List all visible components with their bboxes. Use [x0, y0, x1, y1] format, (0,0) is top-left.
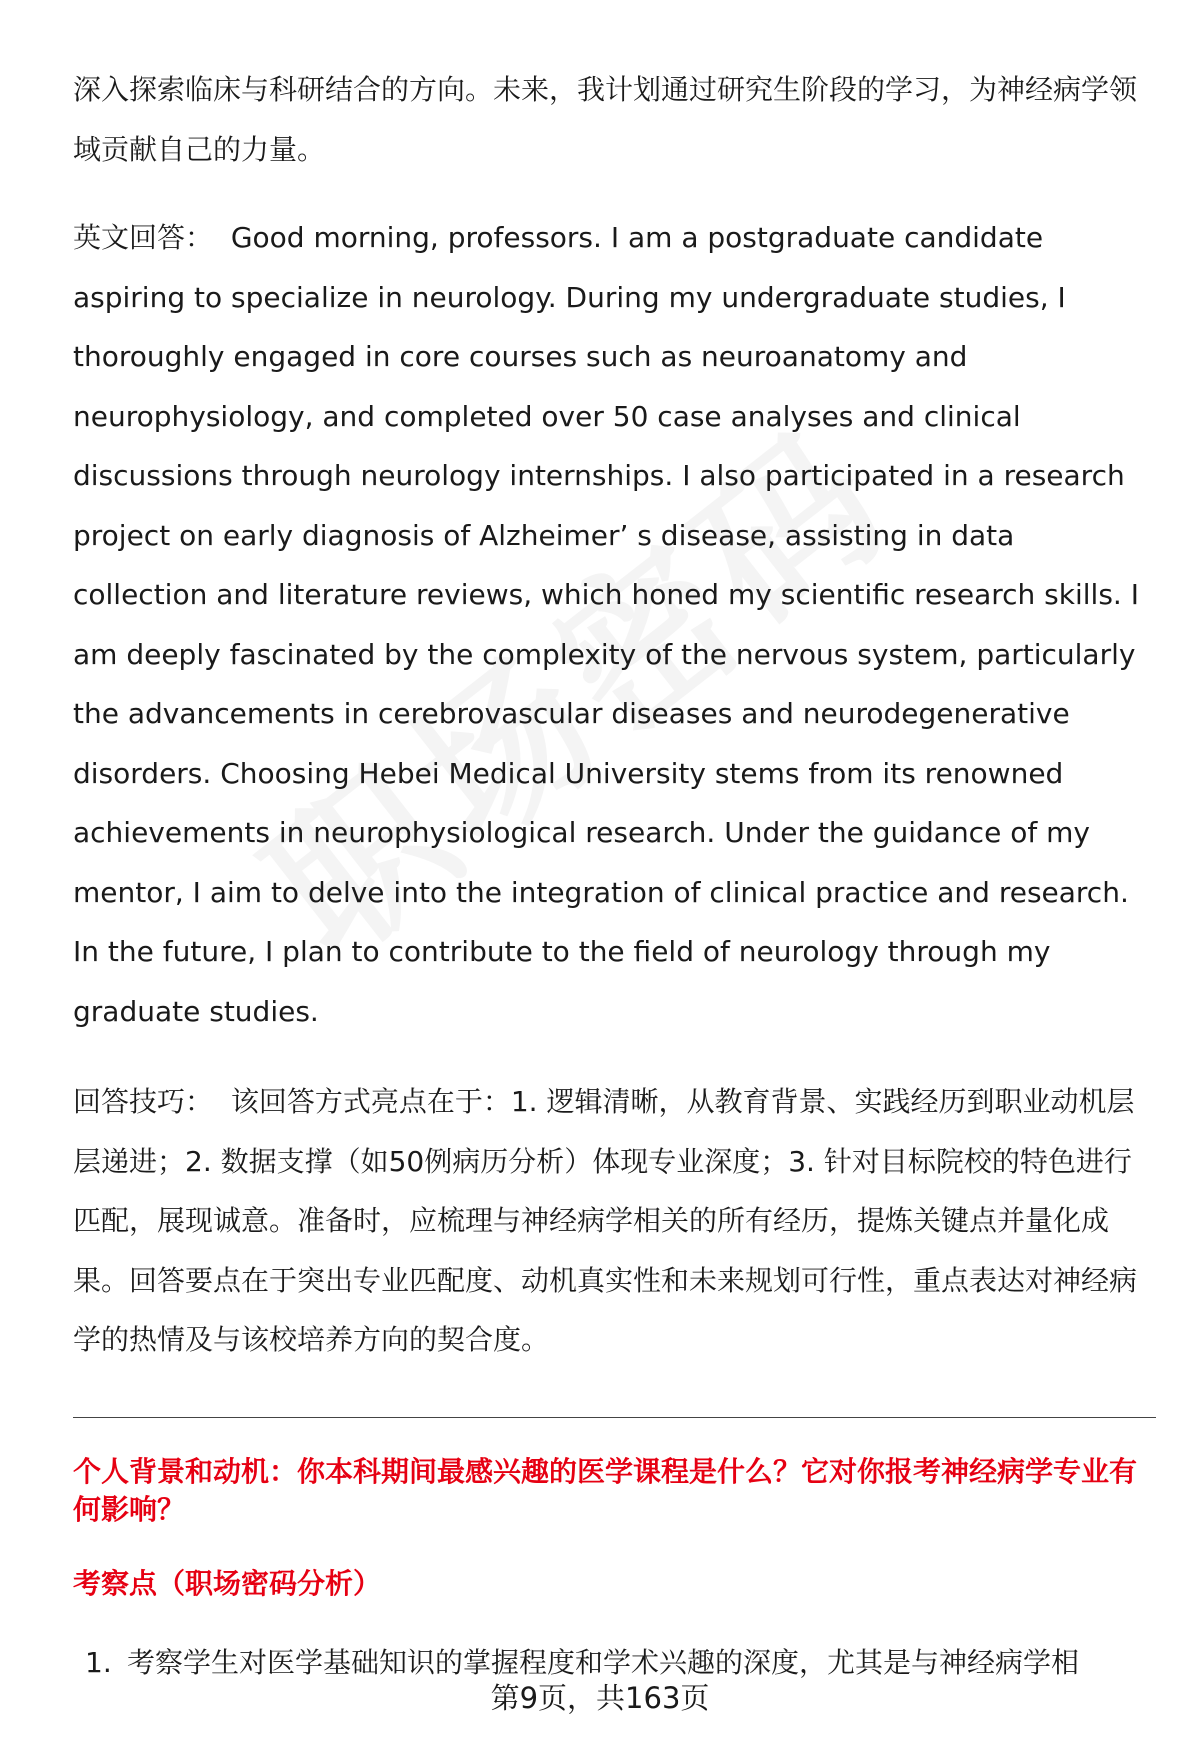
section-divider: [73, 1417, 1156, 1418]
answer-tips-label: 回答技巧：: [73, 1085, 214, 1118]
question-heading: 个人背景和动机：你本科期间最感兴趣的医学课程是什么？它对你报考神经病学专业有何影响？: [73, 1455, 1138, 1526]
english-answer-paragraph: [73, 208, 1153, 1041]
answer-tips-paragraph: [73, 1072, 1153, 1370]
list-item-text: 考察学生对医学基础知识的掌握程度和学术兴趣的深度，尤其是与神经病学相: [127, 1646, 1080, 1679]
english-answer-text: Good morning, professors. I am a postgraduate candidate aspiring to specialize in neurology. During my undergraduate studies, I thoroughly engaged in core courses such as neuroanatomy and neurophysiology, and completed over 50 case analyses and clinical discussions through neurology internships. I also participated in a research project on early diagnosis of Alzheimer’ s disease, assisting in data collection and literature reviews, which honed my scientific research skills. I am deeply fascinated by the complexity of the nervous system, particularly the advancements in cerebrovascular diseases and neurodegenerative disorders. Choosing Hebei Medical University stems from its renowned achievements in neurophysiological research. Under the guidance of my mentor, I aim to delve into the integration of clinical practice and research. In the future, I plan to contribute to the field of neurology through my graduate studies.: [73, 221, 1139, 1028]
intro-text: 深入探索临床与科研结合的方向。未来，我计划通过研究生阶段的学习，为神经病学领域贡献自己的力量。: [73, 73, 1138, 166]
english-answer-label: 英文回答：: [73, 221, 214, 254]
intro-paragraph: [73, 60, 1153, 179]
page-footer: 第9页，共163页: [490, 1681, 710, 1715]
list-item: [85, 1643, 1155, 1683]
answer-tips-text: 该回答方式亮点在于：1. 逻辑清晰，从教育背景、实践经历到职业动机层层递进；2. 数据支撑（如50例病历分析）体现专业深度；3. 针对目标院校的特色进行匹配，展现诚意。准备时，应梳理与神经病学相关的所有经历，提炼关键点并量化成果。回答要点在于突出专业匹配度、动机真实性和未来规划可行性，重点表达对神经病学的热情及与该校培养方向的契合度。: [73, 1085, 1138, 1356]
list-item-number: 1.: [85, 1646, 112, 1679]
points-heading: 考察点（职场密码分析）: [73, 1567, 382, 1600]
